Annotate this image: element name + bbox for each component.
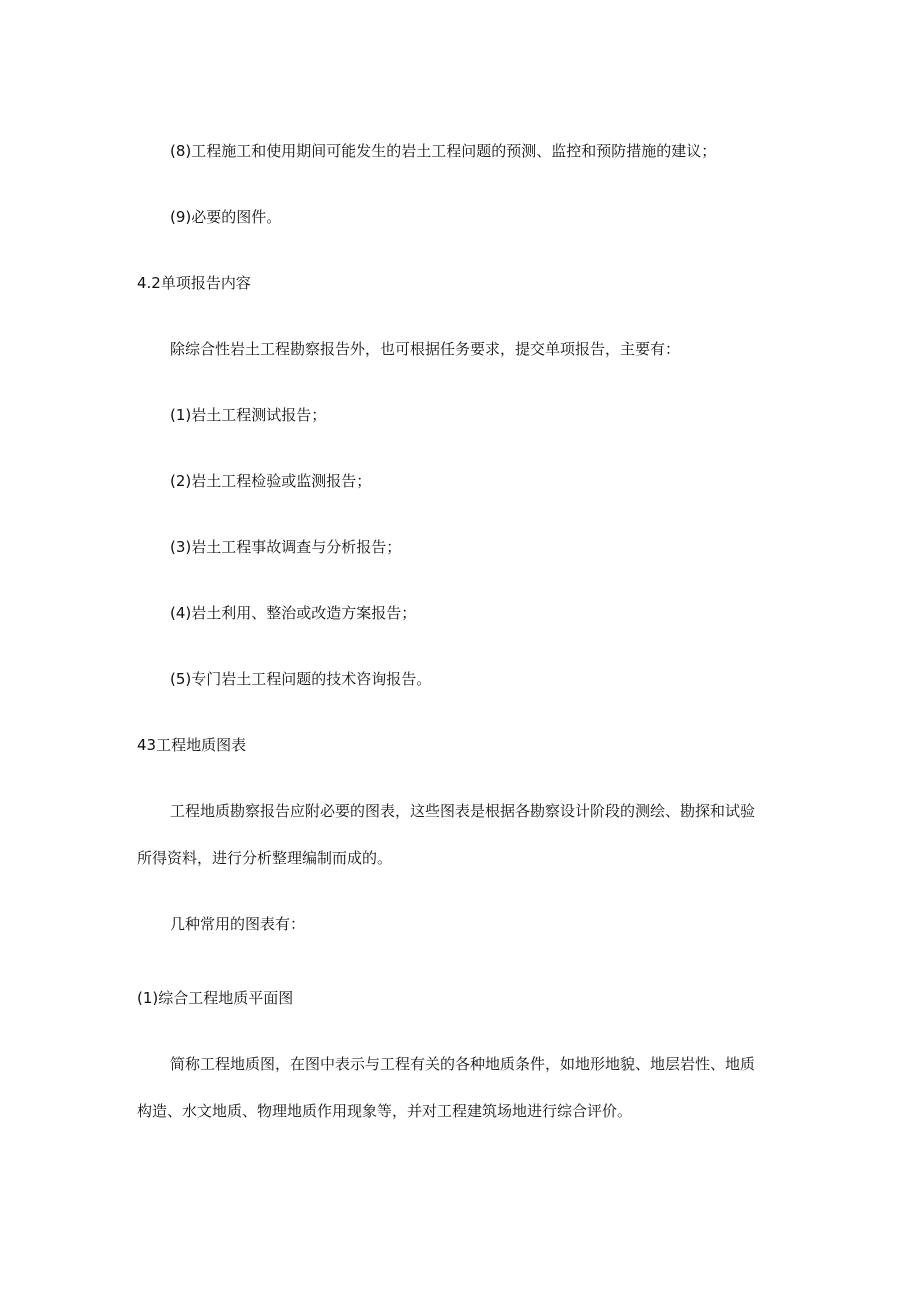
list-item: (5)专门岩土工程问题的技术咨询报告。 <box>170 670 432 688</box>
section-heading: 43工程地质图表 <box>137 736 247 754</box>
list-item: (3)岩土工程事故调查与分析报告； <box>170 538 402 556</box>
sub-heading: (1)综合工程地质平面图 <box>137 989 294 1007</box>
paragraph: 几种常用的图表有： <box>170 915 306 933</box>
list-item: (2)岩土工程检验或监测报告； <box>170 472 372 490</box>
paragraph-line: 构造、水文地质、物理地质作用现象等，并对工程建筑场地进行综合评价。 <box>137 1102 633 1120</box>
paragraph: 除综合性岩土工程勘察报告外，也可根据任务要求，提交单项报告，主要有： <box>170 340 681 358</box>
section-heading: 4.2单项报告内容 <box>137 274 251 292</box>
paragraph-line: 工程地质勘察报告应附必要的图表，这些图表是根据各勘察设计阶段的测绘、勘探和试验 <box>170 802 756 820</box>
paragraph-line: 简称工程地质图，在图中表示与工程有关的各种地质条件，如地形地貌、地层岩性、地质 <box>170 1055 756 1073</box>
list-item: (1)岩土工程测试报告； <box>170 406 327 424</box>
list-item: (8)工程施工和使用期间可能发生的岩土工程问题的预测、监控和预防措施的建议； <box>170 142 717 160</box>
paragraph-line: 所得资料，进行分析整理编制而成的。 <box>137 849 393 867</box>
list-item: (9)必要的图件。 <box>170 208 282 226</box>
list-item: (4)岩土利用、整治或改造方案报告； <box>170 604 417 622</box>
